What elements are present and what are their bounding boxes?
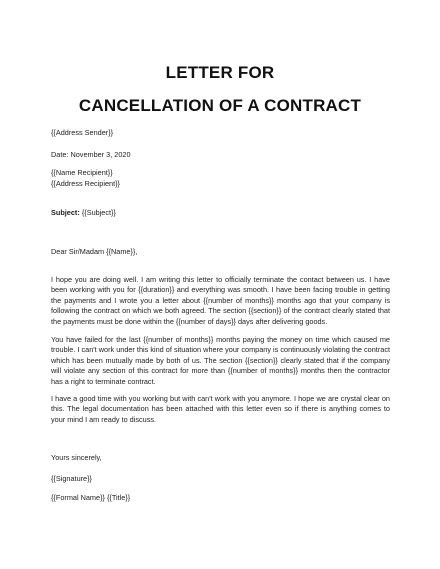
signature: {{Signature}}: [51, 474, 92, 483]
formal-name-title: {{Formal Name}} {{Title}}: [51, 493, 131, 502]
subject-label: Subject:: [51, 208, 80, 217]
paragraph-2: You have failed for the last {{number of months}} months paying the money on time which caused me trouble. I can't work under this kind of situation where your company is continuously violating the contract which has been mutually made by both of us. The section {{section}} clearly stated that if the company will violate any section of this contract for more than {{number of months}} months then the contractor has a right to terminate contract.: [51, 335, 390, 386]
letter-title-line1: LETTER FOR: [165, 63, 275, 82]
paragraph-1: I hope you are doing well. I am writing this letter to officially terminate the contact between us. I have been working with you for {{duration}} and everything was smooth. I have been facing trouble in getting the payments and I wrote you a letter about {{number of months}} months ago that your company is following the contract on which we both agreed. The section {{section}} of the contract clearly stated that the payments must be done within the {{number of days}} days after delivering goods.: [51, 275, 390, 326]
closing: Yours sincerely,: [51, 453, 102, 462]
subject-value: {{Subject}}: [79, 208, 116, 217]
salutation: Dear Sir/Madam {{Name}},: [51, 247, 138, 256]
letter-date: Date: November 3, 2020: [51, 150, 131, 159]
address-sender: {{Address Sender}}: [51, 128, 114, 137]
name-recipient: {{Name Recipient}}: [51, 168, 113, 177]
letter-title-line2: CANCELLATION OF A CONTRACT: [78, 96, 362, 115]
subject-line: [51, 208, 390, 218]
paragraph-3: I have a good time with you working but with can't work with you anymore. I hope we are crystal clear on this. The legal documentation has been attached with this letter even so if there is anything comes to your mind I am ready to discuss.: [51, 394, 390, 424]
address-recipient: {{Address Recipient}}: [51, 179, 120, 188]
